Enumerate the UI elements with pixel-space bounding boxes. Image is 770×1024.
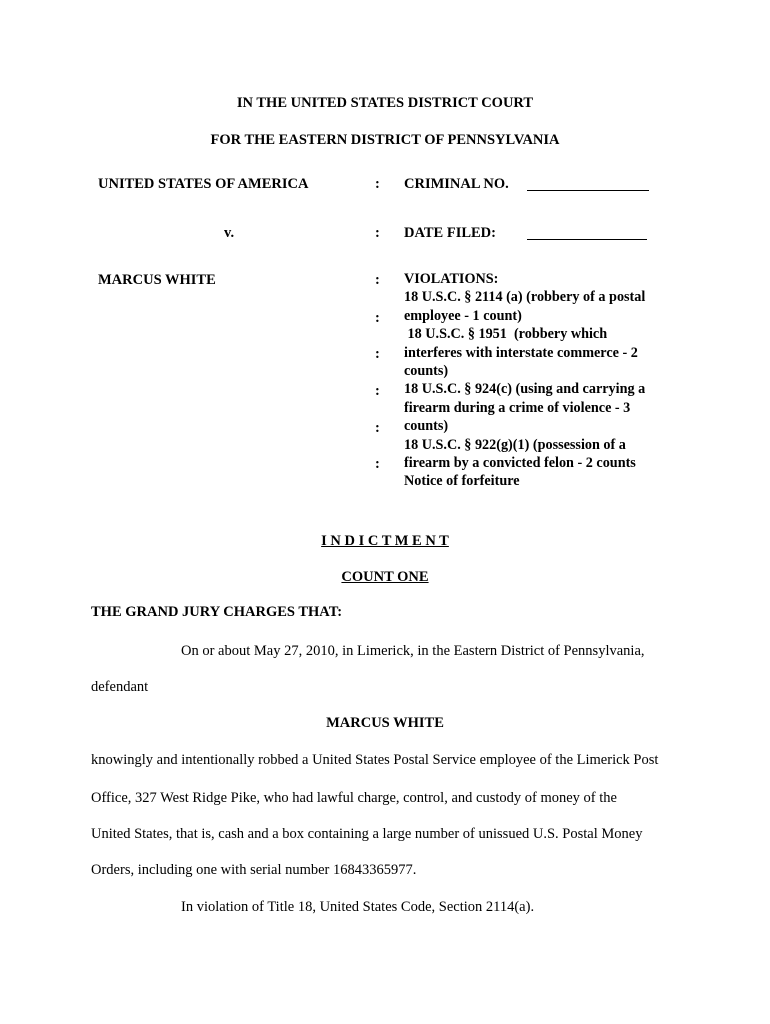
- violations-line: firearm during a crime of violence - 3: [404, 399, 631, 416]
- separator-colon: :: [375, 456, 380, 472]
- violations-line: firearm by a convicted felon - 2 counts: [404, 455, 636, 472]
- defendant-label: defendant: [91, 679, 149, 695]
- violations-line: VIOLATIONS:: [404, 271, 499, 287]
- court-title: IN THE UNITED STATES DISTRICT COURT: [236, 95, 534, 111]
- violations-line: Notice of forfeiture: [404, 473, 520, 490]
- date-filed-label: DATE FILED:: [404, 225, 496, 241]
- violations-line: 18 U.S.C. § 924(c) (using and carrying a: [404, 381, 646, 398]
- district-title: FOR THE EASTERN DISTRICT OF PENNSYLVANIA: [210, 132, 560, 148]
- body-line: Office, 327 West Ridge Pike, who had lawful charge, control, and custody of money of the: [91, 790, 617, 806]
- count-title: COUNT ONE: [341, 569, 429, 585]
- defendant-name: MARCUS WHITE: [98, 272, 216, 288]
- separator-colon: :: [375, 420, 380, 436]
- indictment-title: I N D I C T M E N T: [321, 533, 449, 549]
- criminal-no-label: CRIMINAL NO.: [404, 176, 509, 192]
- defendant-name-centered: MARCUS WHITE: [326, 715, 444, 731]
- violations-line: 18 U.S.C. § 2114 (a) (robbery of a postal: [404, 289, 646, 306]
- separator-colon: :: [375, 225, 380, 241]
- violations-line: 18 U.S.C. § 922(g)(1) (possession of a: [404, 436, 626, 453]
- violations-line: employee - 1 count): [404, 307, 522, 324]
- separator-colon: :: [375, 383, 380, 399]
- separator-colon: :: [375, 176, 380, 192]
- violation-statement: In violation of Title 18, United States Code, Section 2114(a).: [181, 899, 535, 915]
- plaintiff-name: UNITED STATES OF AMERICA: [98, 176, 309, 192]
- violations-list: [404, 270, 645, 491]
- criminal-no-blank[interactable]: [527, 176, 649, 196]
- separator-colon: :: [375, 272, 380, 288]
- body-line: Orders, including one with serial number 16843365977.: [91, 862, 417, 878]
- body-line: knowingly and intentionally robbed a United States Postal Service employee of the Limerick Post: [91, 752, 659, 768]
- violations-line: interferes with interstate commerce - 2: [404, 344, 638, 361]
- versus-label: v.: [224, 225, 235, 241]
- violations-line: counts): [404, 418, 449, 435]
- charges-heading: THE GRAND JURY CHARGES THAT:: [91, 604, 343, 620]
- intro-paragraph: On or about May 27, 2010, in Limerick, in the Eastern District of Pennsylvania,: [181, 643, 645, 659]
- violations-line: counts): [404, 363, 449, 380]
- separator-colon: :: [375, 346, 380, 362]
- separator-colon: :: [375, 310, 380, 326]
- date-filed-blank[interactable]: [527, 225, 647, 245]
- body-line: United States, that is, cash and a box containing a large number of unissued U.S. Postal Money: [91, 826, 643, 842]
- violations-line: 18 U.S.C. § 1951 (robbery which: [404, 326, 608, 343]
